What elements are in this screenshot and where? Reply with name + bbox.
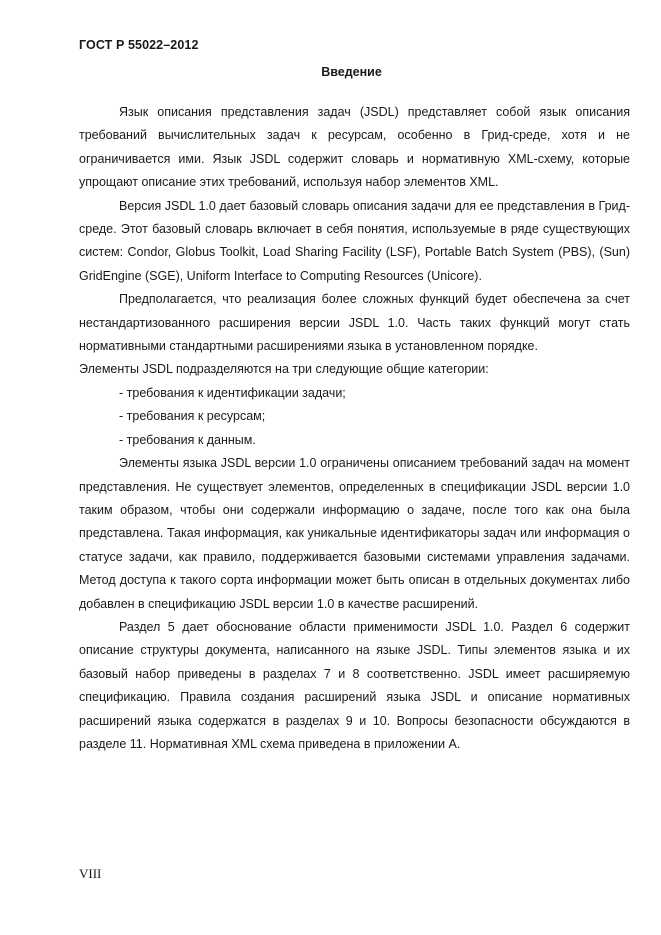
document-standard-number: ГОСТ Р 55022–2012 [79, 38, 199, 52]
list-item: - требования к данным. [119, 432, 256, 447]
paragraph-version: Версия JSDL 1.0 дает базовый словарь описания задачи для ее представления в Грид-среде. Этот базовый словарь включает в себя понятия, используемые в ряде существующих систем: Condor, Globus Toolkit, Load Sharing Facility (LSF), Portable Batch System (PBS), (Sun) GridEngine (SGE), Uniform Interface to Computing Resources (Unicore). [79, 198, 630, 283]
page-number: VIII [79, 866, 102, 881]
paragraph-extensions: Предполагается, что реализация более сложных функций будет обеспечена за счет нестандартизованного расширения версии JSDL 1.0. Часть таких функций могут стать нормативными стандартными расширениями языка в установленном порядке. [79, 292, 630, 354]
paragraph-intro: Язык описания представления задач (JSDL) представляет собой язык описания требований вычислительных задач к ресурсам, особенно в Грид-среде, хотя и не ограничивается ими. Язык JSDL содержит словарь и нормативную XML-схему, которые упрощают описание этих требований, используя набор элементов XML. [79, 105, 630, 190]
body-text [79, 101, 630, 756]
list-item: - требования к ресурсам; [119, 409, 266, 424]
paragraph-structure: Раздел 5 дает обоснование области применимости JSDL 1.0. Раздел 6 содержит описание структуры документа, написанного на языке JSDL. Типы элементов языка и их базовый набор приведены в разделах 7 и 8 соответственно. JSDL имеет расширяемую спецификацию. Правила создания расширений языка JSDL и описание нормативных расширений языка содержатся в разделах 9 и 10. Вопросы безопасности обсуждаются в разделе 11. Нормативная XML схема приведена в приложении А. [79, 619, 630, 751]
paragraph-categories: Элементы JSDL подразделяются на три следующие общие категории: [79, 362, 489, 377]
paragraph-limitations: Элементы языка JSDL версии 1.0 ограничены описанием требований задач на момент представления. Не существует элементов, определенных в спецификации JSDL версии 1.0 таким образом, чтобы они содержали информацию о задаче, после того как она была представлена. Такая информация, как уникальные идентификаторы задач или информация о статусе задачи, как правило, поддерживается базовыми системами управления задачами. Метод доступа к такого сорта информации может быть описан в отдельных документах либо добавлен в спецификацию JSDL версии 1.0 в качестве расширений. [79, 456, 630, 611]
list-item: - требования к идентификации задачи; [119, 385, 346, 400]
section-title: Введение [321, 65, 382, 79]
